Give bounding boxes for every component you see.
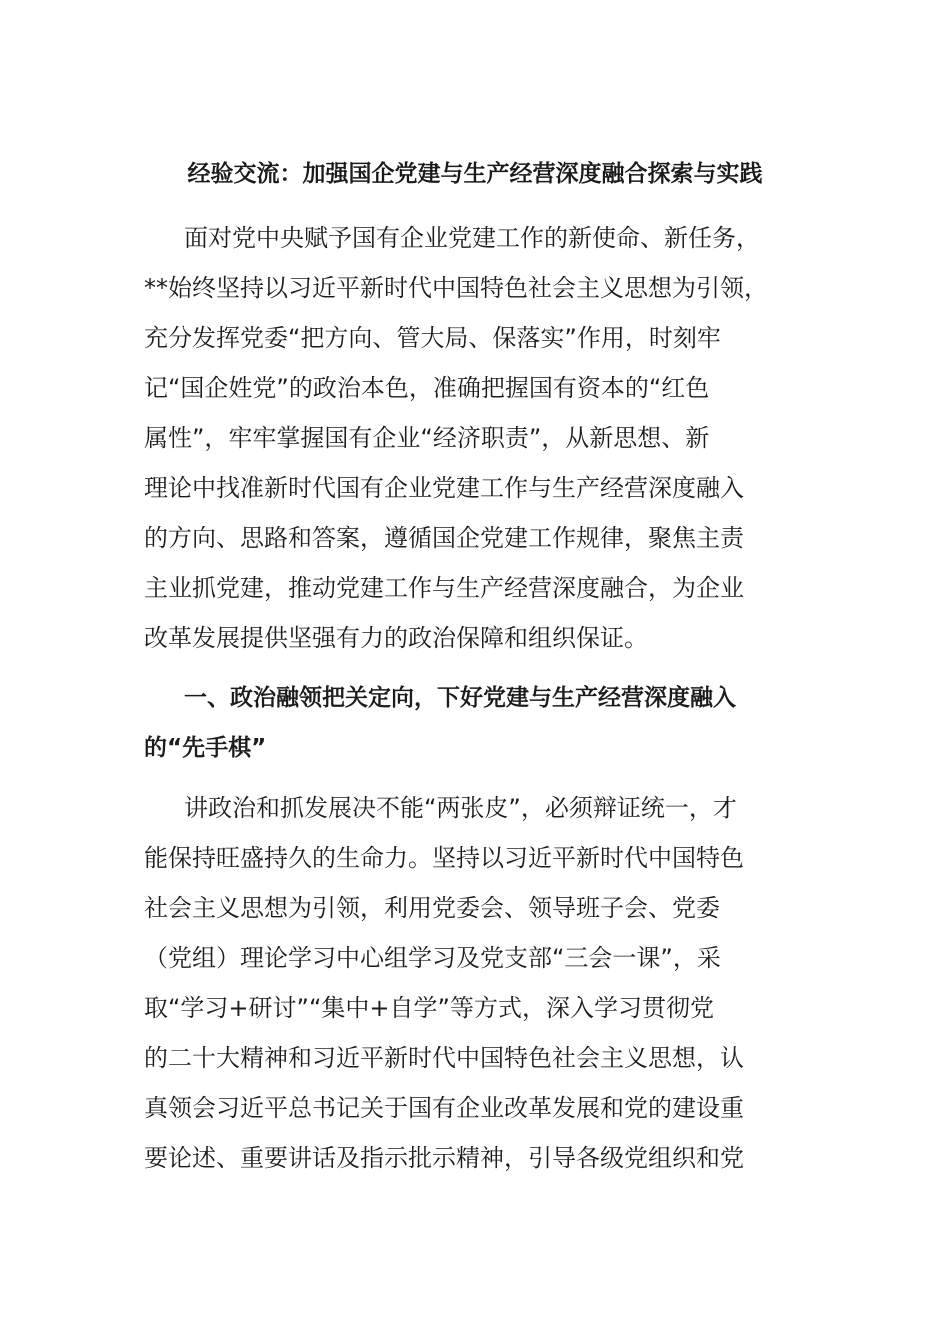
section-heading-line: 的“先手棋” [144,735,267,761]
section-line: 要论述、重要讲话及指示批示精神，引导各级党组织和党 [144,1144,744,1172]
intro-line: 充分发挥党委“把方向、管大局、保落实”作用，时刻牢 [144,324,721,352]
document-title: 经验交流：加强国企党建与生产经营深度融合探索与实践 [187,161,763,187]
section-line: 取“学习+研讨”“集中+自学”等方式，深入学习贯彻党 [144,994,714,1022]
section-heading-line: 一、政治融领把关定向，下好党建与生产经营深度融入 [184,685,736,711]
intro-line: 改革发展提供坚强有力的政治保障和组织保证。 [144,624,648,652]
intro-line: 的方向、思路和答案，遵循国企党建工作规律，聚焦主责 [144,524,744,552]
intro-line: 面对党中央赋予国有企业党建工作的新使命、新任务， [184,224,760,252]
intro-line: **始终坚持以习近平新时代中国特色社会主义思想为引领， [144,274,768,302]
section-line: 的二十大精神和习近平新时代中国特色社会主义思想，认 [144,1044,744,1072]
section-line: 能保持旺盛持久的生命力。坚持以习近平新时代中国特色 [144,844,744,872]
section-line: 社会主义思想为引领，利用党委会、领导班子会、党委 [144,894,720,922]
intro-line: 记“国企姓党”的政治本色，准确把握国有资本的“红色 [144,374,710,402]
section-line: 真领会习近平总书记关于国有企业改革发展和党的建设重 [144,1094,744,1122]
section-line: （党组）理论学习中心组学习及党支部“三会一课”，采 [144,944,721,972]
intro-line: 主业抓党建，推动党建工作与生产经营深度融合，为企业 [144,574,744,602]
intro-line: 理论中找准新时代国有企业党建工作与生产经营深度融入 [144,474,744,502]
intro-line: 属性”，牢牢掌握国有企业“经济职责”，从新思想、新 [144,424,710,452]
section-line: 讲政治和抓发展决不能“两张皮”，必须辩证统一，才 [184,794,737,822]
